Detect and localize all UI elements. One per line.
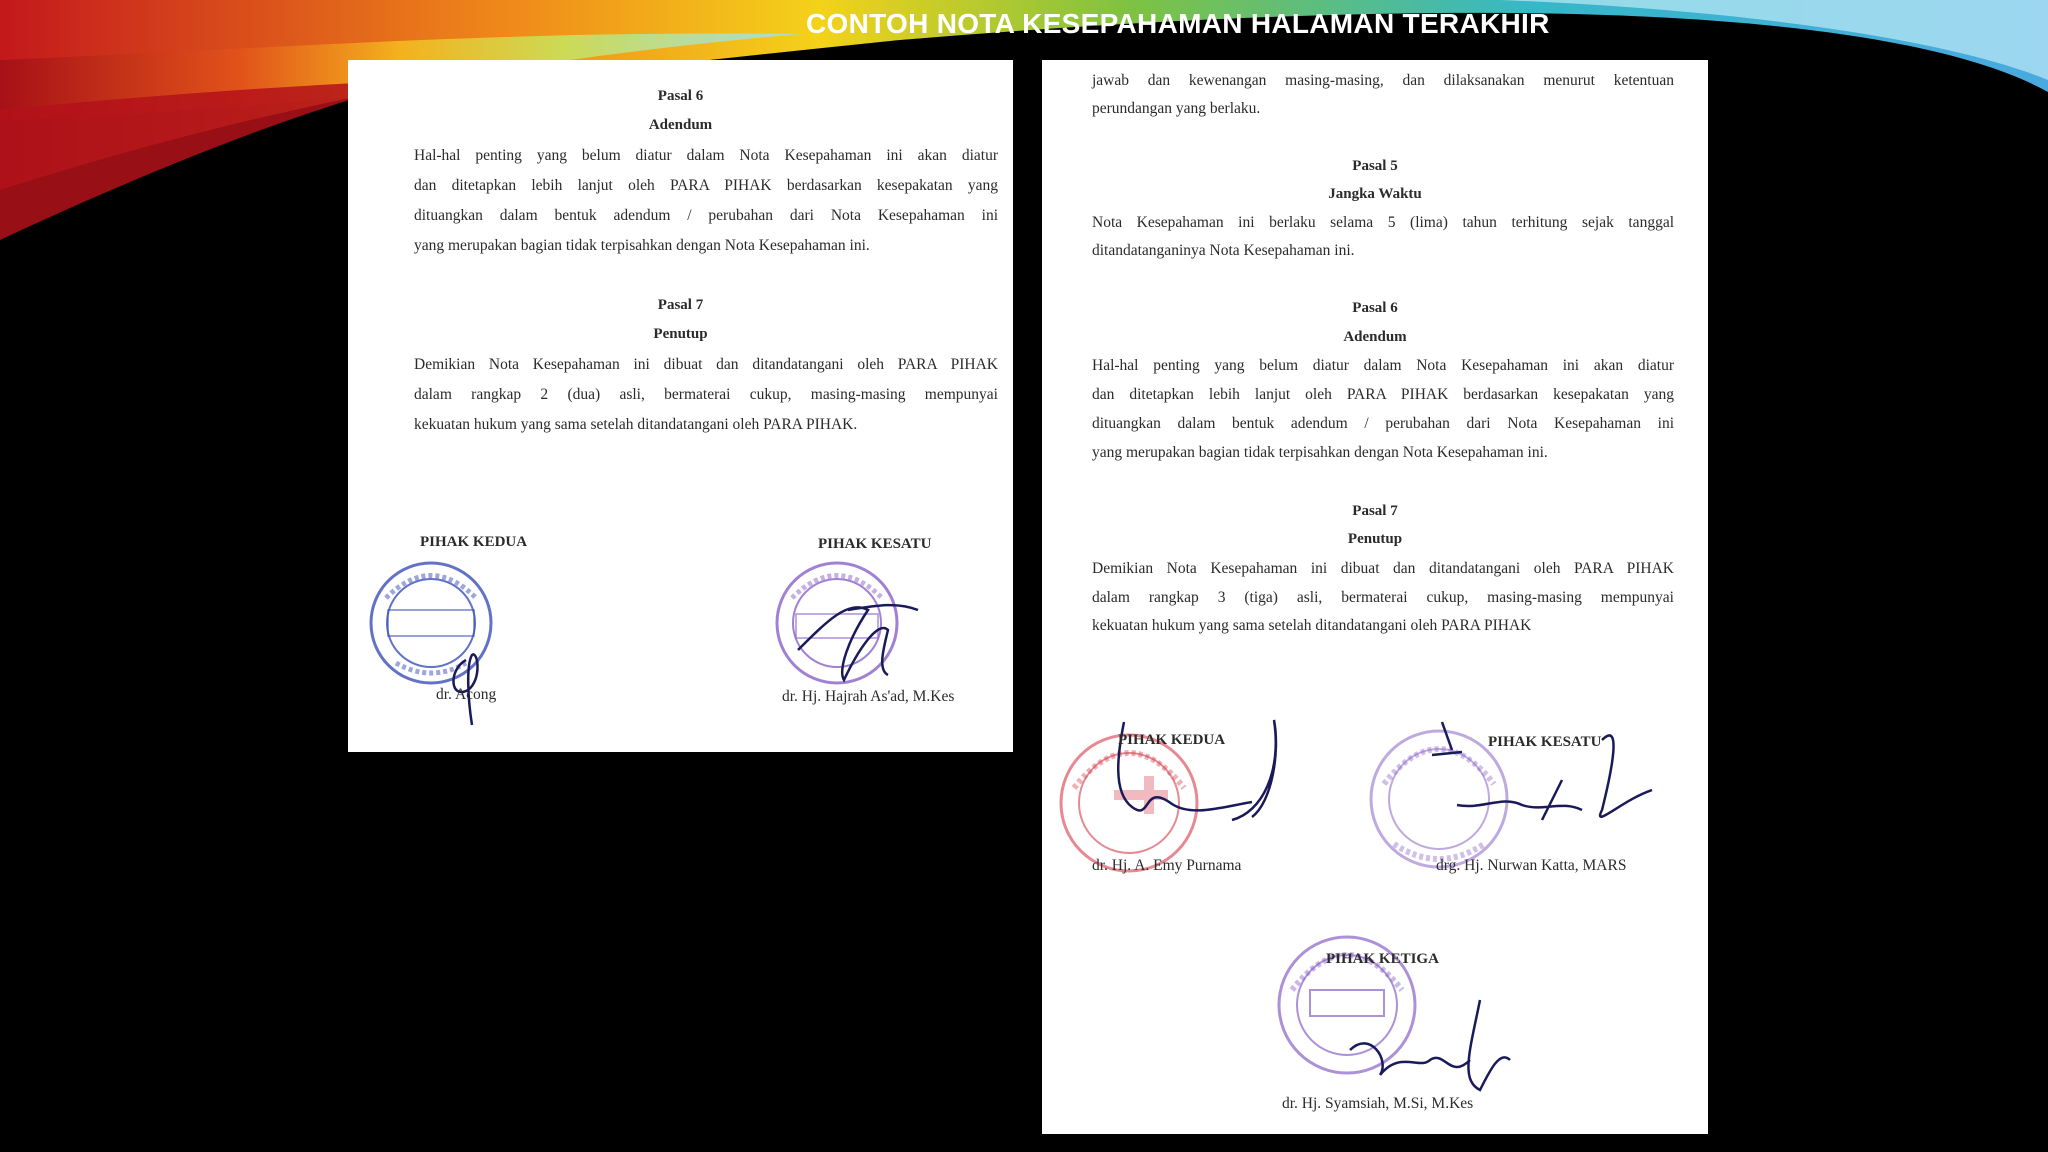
party-label-third: PIHAK KETIGA: [1326, 951, 1439, 967]
signer-name-left: dr. Hj. A. Emy Purnama: [1092, 857, 1242, 874]
slide-title: CONTOH NOTA KESEPAHAMAN HALAMAN TERAKHIR: [806, 8, 1550, 39]
party-label-left: PIHAK KEDUA: [1118, 732, 1226, 748]
party-label-left: PIHAK KEDUA: [420, 534, 528, 550]
pasal-7-heading: Pasal 7: [657, 297, 704, 313]
pasal-6-line: Hal-hal penting yang belum diatur dalam Nota Kesepahaman ini akan diatur: [414, 147, 998, 164]
signature-left: [438, 620, 498, 730]
document-page-left: [348, 60, 1013, 752]
pasal-7-title: Penutup: [1347, 531, 1403, 547]
pasal-7-title: Penutup: [653, 326, 708, 342]
pasal-6-title: Adendum: [648, 117, 713, 133]
signer-name-left: dr. Acong: [436, 686, 497, 703]
pasal-6-line: yang merupakan bagian tidak terpisahkan dengan Nota Kesepahaman ini.: [414, 237, 870, 254]
signer-name-third: dr. Hj. Syamsiah, M.Si, M.Kes: [1282, 1095, 1474, 1112]
pasal-7-line: kekuatan hukum yang sama setelah ditandatangani oleh PARA PIHAK.: [414, 416, 858, 433]
pasal-6-heading: Pasal 6: [657, 88, 704, 104]
signer-name-right: dr. Hj. Hajrah As'ad, M.Kes: [782, 688, 955, 705]
pasal-7-line: dalam rangkap 2 (dua) asli, bermaterai cukup, masing-masing mempunyai: [414, 386, 998, 403]
pasal-5-title: Jangka Waktu: [1328, 186, 1422, 202]
pasal-7-line: dalam rangkap 3 (tiga) asli, bermaterai cukup, masing-masing mempunyai: [1092, 589, 1674, 606]
pasal-6-line: yang merupakan bagian tidak terpisahkan dengan Nota Kesepahaman ini.: [1092, 444, 1548, 461]
signature-right: [1422, 710, 1672, 850]
pasal-5-heading: Pasal 5: [1352, 158, 1398, 174]
pasal-6-title: Adendum: [1343, 329, 1407, 345]
continuation-line: jawab dan kewenangan masing-masing, dan dilaksanakan menurut ketentuan: [1092, 72, 1674, 89]
signature-third: [1330, 990, 1530, 1100]
document-page-right: [1042, 60, 1708, 1134]
pasal-6-line: dan ditetapkan lebih lanjut oleh PARA PIHAK berdasarkan kesepakatan yang: [1092, 386, 1674, 403]
pasal-6-heading: Pasal 6: [1352, 300, 1398, 316]
pasal-7-line: kekuatan hukum yang sama setelah ditandatangani oleh PARA PIHAK: [1092, 617, 1532, 634]
pasal-6-line: dituangkan dalam bentuk adendum / perubahan dari Nota Kesepahaman ini: [1092, 415, 1674, 432]
pasal-7-line: Demikian Nota Kesepahaman ini dibuat dan ditandatangani oleh PARA PIHAK: [414, 356, 998, 373]
pasal-6-line: dituangkan dalam bentuk adendum / perubahan dari Nota Kesepahaman ini: [414, 207, 998, 224]
party-label-right: PIHAK KESATU: [818, 536, 932, 552]
pasal-6-line: Hal-hal penting yang belum diatur dalam Nota Kesepahaman ini akan diatur: [1092, 357, 1674, 374]
continuation-line: perundangan yang berlaku.: [1092, 100, 1261, 117]
pasal-6-line: dan ditetapkan lebih lanjut oleh PARA PIHAK berdasarkan kesepakatan yang: [414, 177, 998, 194]
pasal-7-line: Demikian Nota Kesepahaman ini dibuat dan ditandatangani oleh PARA PIHAK: [1092, 560, 1674, 577]
signer-name-right: drg. Hj. Nurwan Katta, MARS: [1436, 857, 1627, 874]
pasal-5-line: Nota Kesepahaman ini berlaku selama 5 (lima) tahun terhitung sejak tanggal: [1092, 214, 1674, 231]
signature-right: [788, 580, 928, 700]
pasal-5-line: ditandatanganinya Nota Kesepahaman ini.: [1092, 242, 1355, 259]
pasal-7-heading: Pasal 7: [1352, 503, 1398, 519]
party-label-right: PIHAK KESATU: [1488, 734, 1602, 750]
decorative-swoosh: [0, 0, 2048, 300]
